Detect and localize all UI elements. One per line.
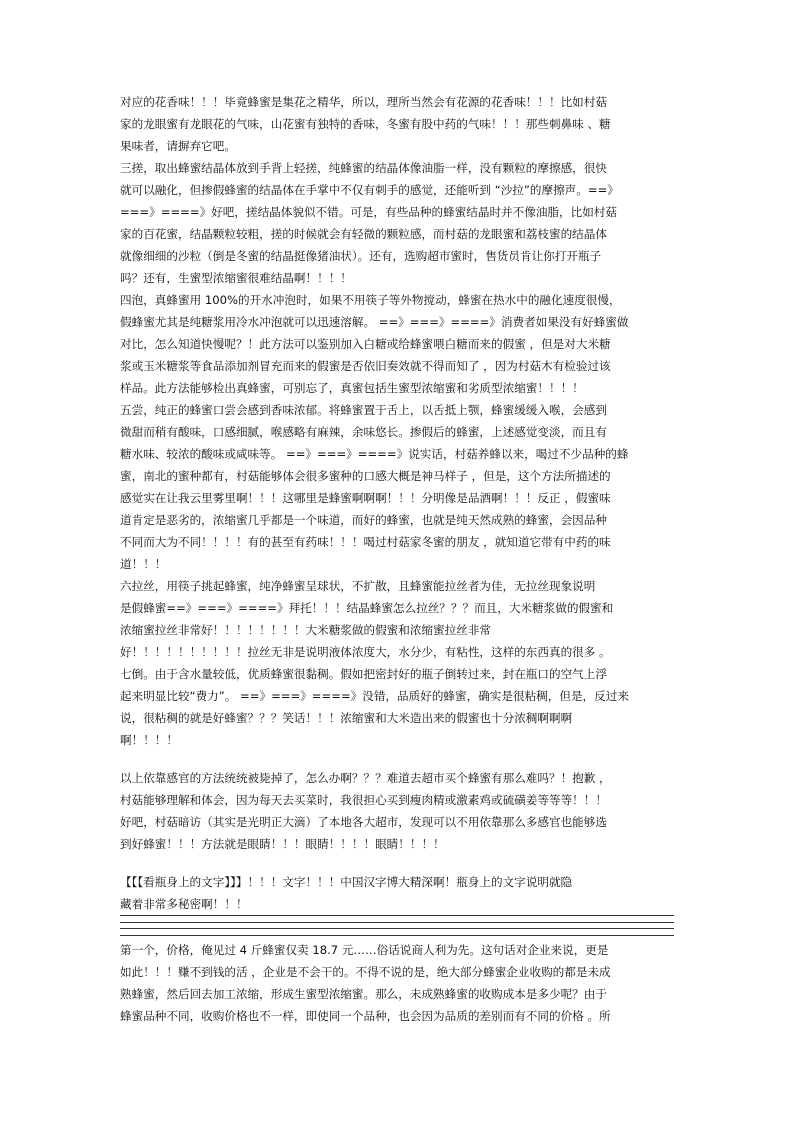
- text-line: 六拉丝，用筷子挑起蜂蜜，纯净蜂蜜呈球状，不扩散，且蜂蜜能拉丝者为佳，无拉丝现象说明: [120, 579, 596, 593]
- text-line: 家的龙眼蜜有龙眼花的气味，山花蜜有独特的香味，冬蜜有股中药的气味！！！那些刺鼻味 、糖: [120, 117, 611, 131]
- text-line: 好！！！！！！！！！！拉丝无非是说明液体浓度大，水分少，有粘性，这样的东西真的很多 。: [120, 645, 611, 659]
- text-line: 三搓，取出蜂蜜结晶体放到手背上轻搓，纯蜂蜜的结晶体像油脂一样，没有颗粒的摩擦感，很快: [120, 161, 607, 175]
- text-line: 四泡，真蜂蜜用 100%的开水冲泡时，如果不用筷子等外物搅动，蜂蜜在热水中的融化速度很慢，: [120, 293, 621, 307]
- text-line: 如此！！！赚不到钱的活 ，企业是不会干的。不得不说的是，绝大部分蜂蜜企业收购的都是未成: [120, 965, 611, 979]
- text-line: 第一个，价格，俺见过 4 斤蜂蜜仅卖 18.7 元……俗话说商人利为先。这句话对企业来说，更是: [120, 943, 609, 957]
- text-line: 蜂蜜品种不同，收购价格也不一样，即使同一个品种，也会因为品质的差别而有不同的价格 。所: [120, 1009, 611, 1023]
- text-line: 就可以融化，但掺假蜂蜜的结晶体在手掌中不仅有刺手的感觉，还能听到 “沙拉”的摩擦声。==》: [120, 183, 619, 197]
- text-line: 五尝，纯正的蜂蜜口尝会感到香味浓郁。将蜂蜜置于舌上，以舌抵上颚，蜂蜜缓缓入喉，会感到: [120, 403, 607, 417]
- text-line: 道！！！: [120, 557, 167, 571]
- double-rule: [120, 915, 674, 923]
- text-line: 家的百花蜜，结晶颗粒较粗，搓的时候就会有轻微的颗粒感，而村菇的龙眼蜜和荔枝蜜的结晶体: [120, 227, 607, 241]
- text-line: 藏着非常多秘密啊！！！: [120, 897, 248, 911]
- text-line: 啊！！！！: [120, 733, 178, 747]
- text-line: 对比，怎么知道快慢呢？！此方法可以鉴别加入白糖或给蜂蜜喂白糖而来的假蜜 ，但是对大米糖: [120, 337, 611, 351]
- text-line: 村菇能够理解和体会，因为每天去买菜时，我很担心买到瘦肉精或激素鸡或硫磺姜等等等！！！: [120, 793, 607, 807]
- text-line: ===》====》好吧，搓结晶体貌似不错。可是，有些品种的蜂蜜结晶时并不像油脂，比如村菇: [120, 205, 617, 219]
- text-line: 起来明显比较“费力”。 ==》===》====》没错，品质好的蜂蜜，确实是很粘稠，但是，反过来: [120, 689, 629, 703]
- text-line: 是假蜂蜜==》===》====》拜托！！！结晶蜂蜜怎么拉丝？？？而且，大米糖浆做的假蜜和: [120, 601, 614, 615]
- text-line: 吗？还有，生蜜型浓缩蜜很难结晶啊！！！！: [120, 271, 352, 285]
- text-line: 感觉实在让我云里雾里啊！！！这哪里是蜂蜜啊啊啊！！！分明像是品酒啊！！！反正 ，假蜜味: [120, 491, 611, 505]
- text-line: 到好蜂蜜！！！方法就是眼睛！！！眼睛！！！！眼睛！！！！: [120, 837, 445, 851]
- text-line: 浆或玉米糖浆等食品添加剂冒充而来的假蜜是否依旧奏效就不得而知了 ，因为村菇木有检验过该: [120, 359, 611, 373]
- text-line: 就像细细的沙粒（倒是冬蜜的结晶挺像猪油状）。还有，选购超市蜜时，售货员肯让你打开瓶子: [120, 249, 602, 263]
- text-line: 不同而大为不同！！！！有的甚至有药味！！！喝过村菇家冬蜜的朋友 ，就知道它带有中药的味: [120, 535, 611, 549]
- text-line: 【【【看瓶身上的文字】】】！！！文字！！！中国汉字博大精深啊！瓶身上的文字说明就隐: [120, 875, 573, 889]
- text-line: 蜜，南北的蜜种都有，村菇能够体会很多蜜种的口感大概是神马样子 ，但是，这个方法所描述的: [120, 469, 611, 483]
- text-line: 七倒。由于含水量较低，优质蜂蜜很黏稠。假如把密封好的瓶子倒转过来，封在瓶口的空气上浮: [120, 667, 607, 681]
- text-line: 糖水味、较浓的酸味或咸味等。 ==》===》====》说实话，村菇养蜂以来，喝过不少品种的蜂: [120, 447, 629, 461]
- text-line: 果味者，请摒弃它吧。: [120, 139, 236, 153]
- text-line: 好吧，村菇暗访（其实是光明正大滴）了本地各大超市，发现可以不用依靠那么多感官也能够选: [120, 815, 607, 829]
- text-line: 道肯定是恶劣的，浓缩蜜几乎都是一个味道，而好的蜂蜜，也就是纯天然成熟的蜂蜜，会因品种: [120, 513, 607, 527]
- text-line: 微甜而稍有酸味，口感细腻，喉感略有麻辣，余味悠长。掺假后的蜂蜜，上述感觉变淡，而且有: [120, 425, 607, 439]
- text-line: 样品。此方法能够检出真蜂蜜，可别忘了，真蜜包括生蜜型浓缩蜜和劣质型浓缩蜜！！！！: [120, 381, 584, 395]
- double-rule: [120, 928, 674, 936]
- text-line: 以上依靠感官的方法统统被毙掉了，怎么办啊？？？难道去超市买个蜂蜜有那么难吗？！抱歉 ，: [120, 771, 611, 785]
- text-line: 假蜂蜜尤其是纯糖浆用冷水冲泡就可以迅速溶解。 ==》===》====》消费者如果没有好蜂蜜做: [120, 315, 629, 329]
- text-line: 说，很粘稠的就是好蜂蜜？？？笑话！！！浓缩蜜和大米造出来的假蜜也十分浓稠啊啊啊: [120, 711, 573, 725]
- text-line: 对应的花香味！！！毕竟蜂蜜是集花之精华，所以，理所当然会有花源的花香味！！！比如村菇: [120, 95, 607, 109]
- text-line: 浓缩蜜拉丝非常好！！！！！！！！大米糖浆做的假蜜和浓缩蜜拉丝非常: [120, 623, 492, 637]
- text-line: 熟蜂蜜，然后回去加工浓缩，形成生蜜型浓缩蜜。那么，未成熟蜂蜜的收购成本是多少呢？由于: [120, 987, 607, 1001]
